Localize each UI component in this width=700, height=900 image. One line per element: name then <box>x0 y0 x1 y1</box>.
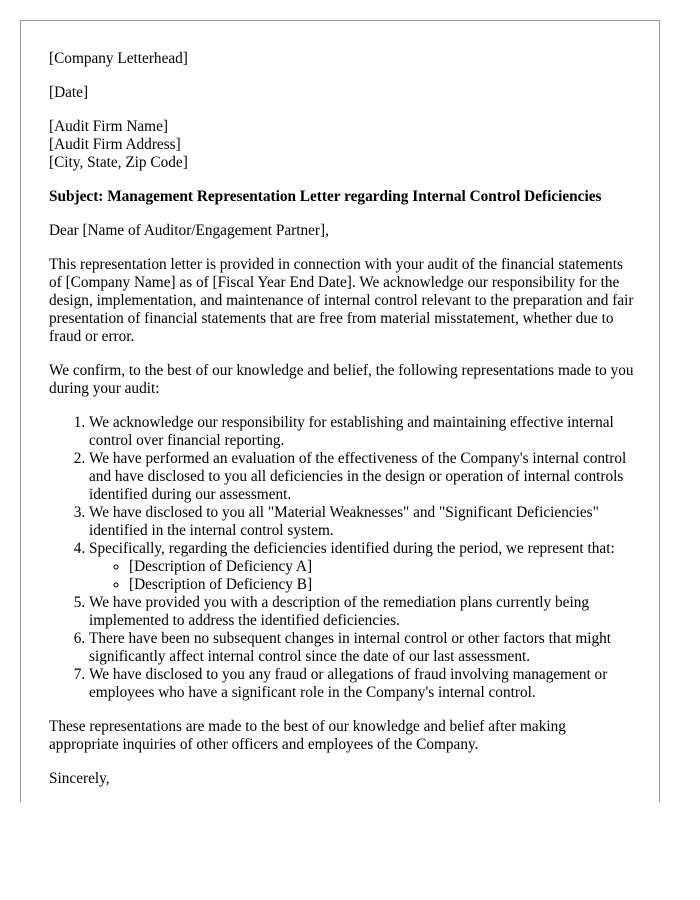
city-state-zip: [City, State, Zip Code] <box>49 154 188 171</box>
representation-item: 6. There have been no subsequent changes in internal control or other factors that might significantly affect internal control since the date of our last assessment. <box>89 630 639 666</box>
representation-item <box>89 540 639 594</box>
company-letterhead: [Company Letterhead] <box>49 50 188 67</box>
deficiency-item: ◦ [Description of Deficiency B] <box>129 576 639 594</box>
representation-item: 7. We have disclosed to you any fraud or allegations of fraud involving management or employees who have a significant role in the Company's internal control. <box>89 666 639 702</box>
closing-paragraph: These representations are made to the best of our knowledge and belief after making appropriate inquiries of other officers and employees of the Company. <box>49 718 566 753</box>
deficiency-list <box>89 558 639 594</box>
representation-item: 5. We have provided you with a description of the remediation plans currently being implemented to address the identified deficiencies. <box>89 594 639 630</box>
letter-date: [Date] <box>49 84 89 101</box>
salutation: Dear [Name of Auditor/Engagement Partner], <box>49 222 329 239</box>
audit-firm-address: [Audit Firm Address] <box>49 136 181 153</box>
confirm-paragraph: We confirm, to the best of our knowledge and belief, the following representations made to you during your audit: <box>49 362 634 397</box>
intro-paragraph: This representation letter is provided in connection with your audit of the financial statements of [Company Name] as of [Fiscal Year End Date]. We acknowledge our responsibility for the design, implementation, and maintenance of internal control relevant to the preparation and fair presentation of financial statements that are free from material misstatement, whether due to fraud or error. <box>49 256 634 345</box>
audit-firm-name: [Audit Firm Name] <box>49 118 168 135</box>
letter-body <box>49 50 639 802</box>
representation-item: 1. We acknowledge our responsibility for establishing and maintaining effective internal control over financial reporting. <box>89 414 639 450</box>
representation-text: Specifically, regarding the deficiencies identified during the period, we represent that: <box>89 540 615 557</box>
deficiency-item: ◦ [Description of Deficiency A] <box>129 558 639 576</box>
representations-list <box>49 414 639 702</box>
sign-off: Sincerely, <box>49 770 110 787</box>
representation-item: 3. We have disclosed to you all "Material Weaknesses" and "Significant Deficiencies" identified in the internal control system. <box>89 504 639 540</box>
representation-item: 2. We have performed an evaluation of the effectiveness of the Company's internal control and have disclosed to you all deficiencies in the design or operation of internal controls identified during our assessment. <box>89 450 639 504</box>
subject-line: Subject: Management Representation Letter regarding Internal Control Deficiencies <box>49 188 602 205</box>
letter-page <box>20 20 660 802</box>
recipient-address <box>49 118 639 172</box>
